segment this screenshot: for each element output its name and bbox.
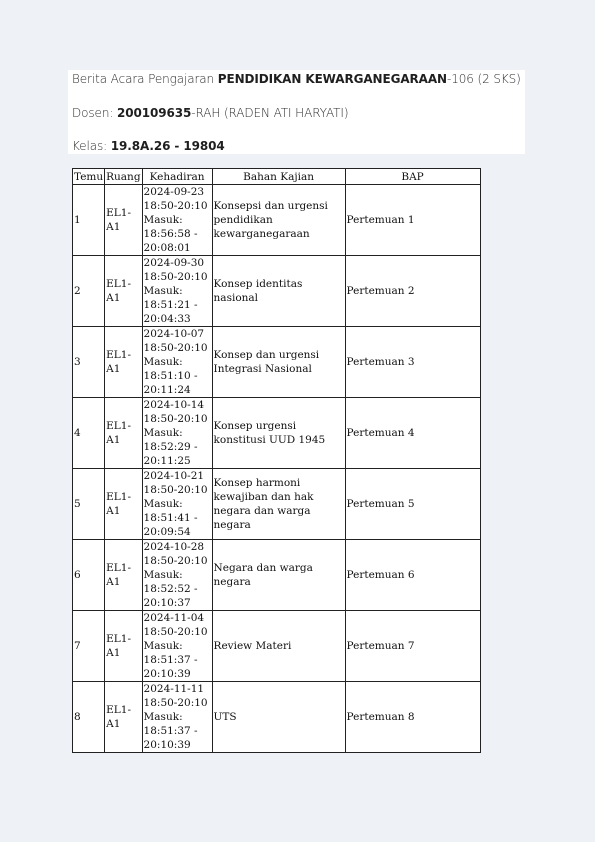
kelas-value: 19.8A.26 - 19804 — [110, 139, 225, 153]
kelas-label: Kelas: — [72, 139, 111, 153]
dosen-name: -RAH (RADEN ATI HARYATI) — [191, 106, 349, 120]
kehadiran-date: 2024-11-04 — [143, 612, 205, 624]
cell-ruang: EL1-A1 — [105, 469, 142, 540]
table-row — [73, 682, 481, 753]
kehadiran-time: 18:50-20:10 — [143, 697, 208, 709]
kehadiran-masuk-label: Masuk: — [143, 711, 183, 723]
kehadiran-time: 18:50-20:10 — [143, 484, 208, 496]
table-row — [73, 469, 481, 540]
cell-bap: Pertemuan 2 — [345, 256, 480, 327]
cell-temu: 2 — [73, 256, 105, 327]
table-row — [73, 611, 481, 682]
cell-kehadiran — [142, 327, 212, 398]
cell-bahan-kajian: Negara dan warga negara — [212, 540, 345, 611]
kehadiran-time: 18:50-20:10 — [143, 342, 208, 354]
document-title — [72, 72, 521, 86]
kehadiran-date: 2024-09-30 — [143, 257, 205, 269]
cell-kehadiran — [142, 256, 212, 327]
cell-bahan-kajian: UTS — [212, 682, 345, 753]
cell-kehadiran — [142, 185, 212, 256]
table-row — [73, 540, 481, 611]
kehadiran-time: 18:50-20:10 — [143, 200, 208, 212]
header-ruang: Ruang — [106, 170, 141, 183]
cell-ruang: EL1-A1 — [105, 256, 142, 327]
course-suffix: -106 (2 SKS) — [446, 72, 521, 86]
cell-bap: Pertemuan 4 — [345, 398, 480, 469]
cell-ruang: EL1-A1 — [105, 327, 142, 398]
kehadiran-date: 2024-10-28 — [143, 541, 205, 553]
cell-temu: 4 — [73, 398, 105, 469]
kehadiran-masuk-label: Masuk: — [143, 427, 183, 439]
cell-bahan-kajian: Konsep harmoni kewajiban dan hak negara dan warga negara — [212, 469, 345, 540]
header-kehadiran: Kehadiran — [142, 169, 212, 185]
table-row — [73, 185, 481, 256]
kehadiran-date: 2024-10-21 — [143, 470, 205, 482]
header-temu: Temu — [74, 170, 104, 183]
table-row — [73, 256, 481, 327]
attendance-table — [72, 168, 481, 753]
kehadiran-date: 2024-10-07 — [143, 328, 205, 340]
kehadiran-date: 2024-11-11 — [143, 683, 205, 695]
cell-ruang: EL1-A1 — [105, 611, 142, 682]
table-row — [73, 327, 481, 398]
cell-kehadiran — [142, 540, 212, 611]
cell-bahan-kajian: Konsepsi dan urgensi pendidikan kewarganegaraan — [212, 185, 345, 256]
cell-bap: Pertemuan 6 — [345, 540, 480, 611]
kehadiran-time: 18:50-20:10 — [143, 271, 208, 283]
kehadiran-time: 18:50-20:10 — [143, 626, 208, 638]
table-body — [73, 185, 481, 753]
kehadiran-masuk-label: Masuk: — [143, 356, 183, 368]
kehadiran-masuk-label: Masuk: — [143, 569, 183, 581]
course-name: PENDIDIKAN KEWARGANEGARAAN — [217, 72, 447, 86]
kehadiran-masuk-time: 18:52:52 - 20:10:37 — [143, 583, 198, 609]
cell-ruang: EL1-A1 — [105, 682, 142, 753]
cell-temu: 1 — [73, 185, 105, 256]
dosen-id: 200109635 — [116, 106, 192, 120]
cell-kehadiran — [142, 682, 212, 753]
cell-bahan-kajian: Konsep urgensi konstitusi UUD 1945 — [212, 398, 345, 469]
kehadiran-masuk-time: 18:51:21 - 20:04:33 — [143, 299, 198, 325]
header-bahan-kajian: Bahan Kajian — [212, 169, 345, 185]
kehadiran-masuk-label: Masuk: — [143, 285, 183, 297]
cell-bap: Pertemuan 3 — [345, 327, 480, 398]
cell-temu: 7 — [73, 611, 105, 682]
cell-kehadiran — [142, 469, 212, 540]
cell-bahan-kajian: Konsep identitas nasional — [212, 256, 345, 327]
cell-temu: 3 — [73, 327, 105, 398]
kehadiran-masuk-time: 18:51:10 - 20:11:24 — [143, 370, 198, 396]
cell-bahan-kajian: Review Materi — [212, 611, 345, 682]
cell-bap: Pertemuan 5 — [345, 469, 480, 540]
cell-kehadiran — [142, 398, 212, 469]
kehadiran-masuk-time: 18:56:58 - 20:08:01 — [143, 228, 198, 254]
cell-ruang: EL1-A1 — [105, 398, 142, 469]
cell-bap: Pertemuan 8 — [345, 682, 480, 753]
dosen-label: Dosen: — [72, 106, 117, 120]
kelas-line — [72, 139, 225, 153]
kehadiran-masuk-label: Masuk: — [143, 640, 183, 652]
header-bap: BAP — [345, 169, 480, 185]
cell-temu: 5 — [73, 469, 105, 540]
kehadiran-masuk-label: Masuk: — [143, 214, 183, 226]
kehadiran-date: 2024-09-23 — [143, 186, 205, 198]
kehadiran-time: 18:50-20:10 — [143, 413, 208, 425]
cell-kehadiran — [142, 611, 212, 682]
cell-bahan-kajian: Konsep dan urgensi Integrasi Nasional — [212, 327, 345, 398]
cell-temu: 8 — [73, 682, 105, 753]
title-prefix: Berita Acara Pengajaran — [72, 72, 218, 86]
cell-ruang: EL1-A1 — [105, 185, 142, 256]
kehadiran-masuk-label: Masuk: — [143, 498, 183, 510]
table-row — [73, 398, 481, 469]
kehadiran-date: 2024-10-14 — [143, 399, 205, 411]
kehadiran-masuk-time: 18:51:37 - 20:10:39 — [143, 725, 198, 751]
cell-temu: 6 — [73, 540, 105, 611]
kehadiran-masuk-time: 18:52:29 - 20:11:25 — [143, 441, 198, 467]
cell-bap: Pertemuan 7 — [345, 611, 480, 682]
dosen-line — [72, 106, 348, 120]
kehadiran-time: 18:50-20:10 — [143, 555, 208, 567]
cell-bap: Pertemuan 1 — [345, 185, 480, 256]
table-header-row — [73, 169, 481, 185]
kehadiran-masuk-time: 18:51:37 - 20:10:39 — [143, 654, 198, 680]
cell-ruang: EL1-A1 — [105, 540, 142, 611]
kehadiran-masuk-time: 18:51:41 - 20:09:54 — [143, 512, 198, 538]
